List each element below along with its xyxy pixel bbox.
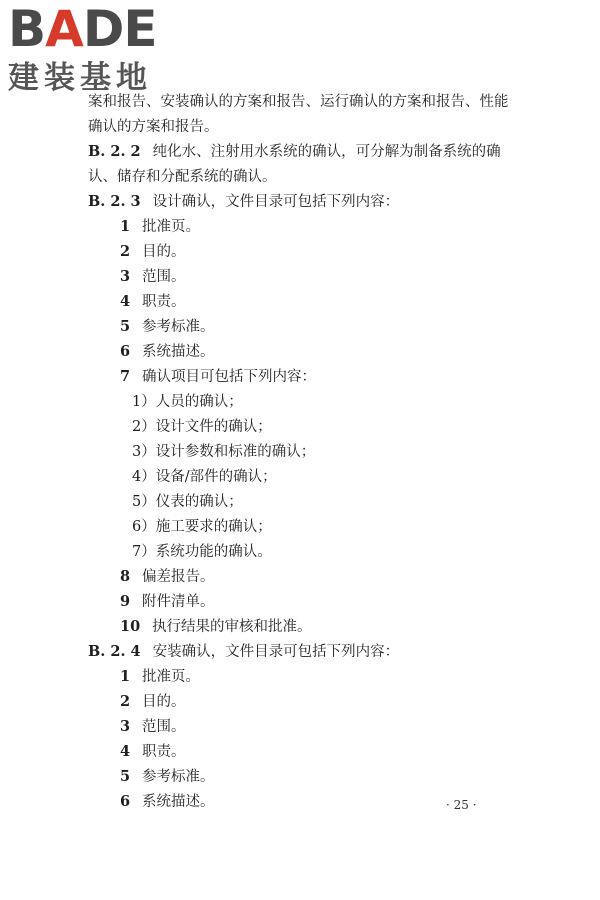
item-text: 职责。 bbox=[142, 744, 186, 760]
list-item bbox=[120, 742, 186, 762]
clause-b-2-2 bbox=[88, 142, 501, 162]
item-number: 3 bbox=[120, 718, 131, 735]
page-number: · 25 · bbox=[446, 798, 477, 812]
item-text: 目的。 bbox=[142, 694, 186, 710]
list-item bbox=[120, 717, 186, 737]
sub-list-item: 5）仪表的确认； bbox=[132, 494, 243, 510]
sub-list-item: 4）设备/部件的确认； bbox=[132, 469, 277, 485]
sub-list-item: 3）设计参数和标准的确认； bbox=[132, 444, 316, 460]
list-item bbox=[120, 217, 200, 237]
item-number: 6 bbox=[120, 793, 131, 810]
item-text: 职责。 bbox=[142, 294, 186, 310]
item-number: 1 bbox=[120, 668, 131, 685]
clause-text: 设计确认，文件目录可包括下列内容： bbox=[152, 194, 400, 210]
item-text: 系统描述。 bbox=[142, 344, 215, 360]
list-item bbox=[120, 367, 316, 387]
item-text: 参考标准。 bbox=[142, 319, 215, 335]
item-number: 5 bbox=[120, 318, 131, 335]
list-item bbox=[120, 592, 215, 612]
item-text: 确认项目可包括下列内容： bbox=[142, 369, 316, 385]
list-item bbox=[120, 342, 215, 362]
clause-text: 安装确认，文件目录可包括下列内容： bbox=[152, 644, 400, 660]
item-number: 8 bbox=[120, 568, 131, 585]
item-number: 5 bbox=[120, 768, 131, 785]
sub-list-item: 1）人员的确认； bbox=[132, 394, 243, 410]
item-number: 7 bbox=[120, 368, 131, 385]
item-text: 批准页。 bbox=[142, 219, 200, 235]
item-text: 范围。 bbox=[142, 719, 186, 735]
sub-list-item: 6）施工要求的确认； bbox=[132, 519, 272, 535]
continuation-line: 案和报告、安装确认的方案和报告、运行确认的方案和报告、性能 bbox=[88, 94, 509, 110]
item-text: 参考标准。 bbox=[142, 769, 215, 785]
clause-text: 认、储存和分配系统的确认。 bbox=[88, 169, 277, 185]
clause-number: B. 2. 2 bbox=[88, 143, 141, 160]
sub-list-item: 2）设计文件的确认； bbox=[132, 419, 272, 435]
clause-b-2-4 bbox=[88, 642, 399, 662]
logo-wordmark: BADE bbox=[8, 0, 157, 58]
list-item bbox=[120, 567, 215, 587]
item-number: 1 bbox=[120, 218, 131, 235]
list-item bbox=[120, 792, 215, 812]
item-text: 执行结果的审核和批准。 bbox=[152, 619, 312, 635]
clause-number: B. 2. 3 bbox=[88, 193, 141, 210]
item-text: 范围。 bbox=[142, 269, 186, 285]
item-text: 系统描述。 bbox=[142, 794, 215, 810]
list-item bbox=[120, 767, 215, 787]
logo-subtitle: 建装基地 bbox=[8, 60, 152, 96]
clause-number: B. 2. 4 bbox=[88, 643, 141, 660]
watermark-logo bbox=[8, 0, 178, 96]
item-number: 4 bbox=[120, 293, 131, 310]
list-item bbox=[120, 242, 186, 262]
list-item bbox=[120, 617, 312, 637]
list-item bbox=[120, 267, 186, 287]
continuation-line: 确认的方案和报告。 bbox=[88, 119, 219, 135]
sub-list-item: 7）系统功能的确认。 bbox=[132, 544, 272, 560]
item-number: 9 bbox=[120, 593, 131, 610]
item-text: 附件清单。 bbox=[142, 594, 215, 610]
item-text: 目的。 bbox=[142, 244, 186, 260]
item-number: 4 bbox=[120, 743, 131, 760]
item-number: 2 bbox=[120, 243, 131, 260]
item-number: 6 bbox=[120, 343, 131, 360]
list-item bbox=[120, 692, 186, 712]
item-number: 2 bbox=[120, 693, 131, 710]
item-number: 10 bbox=[120, 618, 141, 635]
clause-text: 纯化水、注射用水系统的确认，可分解为制备系统的确 bbox=[152, 144, 501, 160]
item-text: 偏差报告。 bbox=[142, 569, 215, 585]
clause-b-2-3 bbox=[88, 192, 399, 212]
item-text: 批准页。 bbox=[142, 669, 200, 685]
list-item bbox=[120, 317, 215, 337]
item-number: 3 bbox=[120, 268, 131, 285]
list-item bbox=[120, 292, 186, 312]
list-item bbox=[120, 667, 200, 687]
